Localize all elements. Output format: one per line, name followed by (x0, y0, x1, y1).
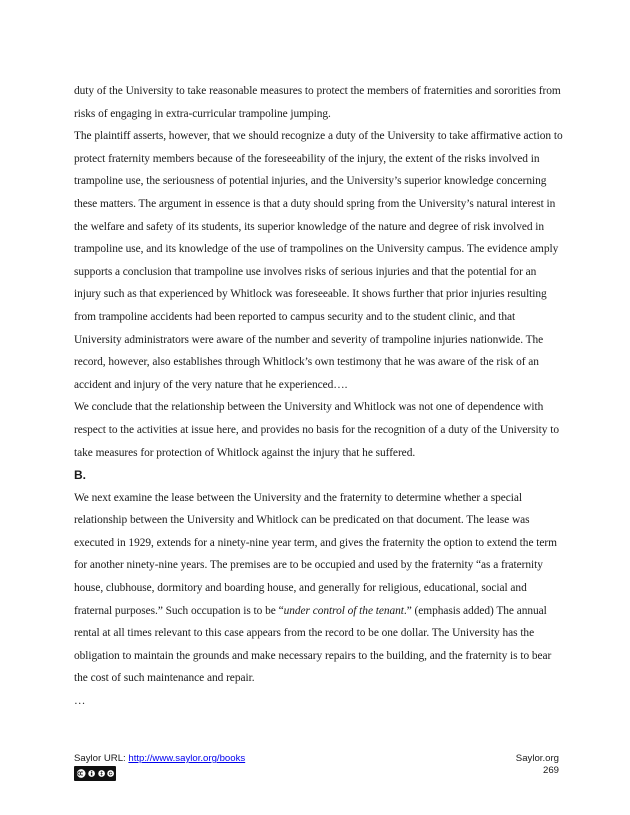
paragraph-1: duty of the University to take reasonable measures to protect the members of fraternities and sororities from risks of engaging in extra-curricular trampoline jumping. (74, 85, 561, 120)
creative-commons-by-nc-sa-icon (74, 766, 116, 781)
paragraph-4-text-start: We next examine the lease between the University and the fraternity to determine whether a special relationship between the University and Whitlock can be predicated on that document. The lease was executed in 1929, extends for a ninety-nine year term, and gives the fraternity the option to extend the term for another ninety-nine years. The premises are to be occupied and used by the fraternity “as a fraternity house, clubhouse, dormitory and boarding house, and generally for religious, educational, social and fraternal purposes.” Such occupation is to be “ (74, 491, 557, 617)
footer-site-name: Saylor.org (515, 753, 559, 764)
saylor-books-link[interactable]: http://www.saylor.org/books (128, 753, 246, 764)
ellipsis-paragraph: … (74, 695, 86, 708)
page-number: 269 (542, 765, 559, 776)
paragraph-4 (74, 487, 564, 690)
section-heading-b: B. (74, 468, 86, 483)
footer-site (516, 753, 559, 777)
paragraph-4-text-end: .” (emphasis added) The annual rental at all times relevant to this case appears from the record to be one dollar. The University has the obligation to maintain the grounds and make necessary repairs to the building, and the fraternity is to bear the cost of such maintenance and repair. (74, 604, 552, 685)
cc-by-icon (88, 769, 95, 778)
paragraph-2: The plaintiff asserts, however, that we should recognize a duty of the University to take affirmative action to protect fraternity members because of the foreseeability of the injury, the extent of the risks involved in trampoline use, the seriousness of potential injuries, and the University’s superior knowledge concerning these matters. The argument in essence is that a duty should spring from the University’s natural interest in the welfare and safety of its students, its superior knowledge of the nature and degree of risk involved in trampoline use, and its knowledge of the use of trampolines on the University campus. The evidence amply supports a conclusion that trampoline use involves risks of serious injuries and that the potential for an injury such as that experienced by Whitlock was foreseeable. It shows further that prior injuries resulting from trampoline accidents had been reported to campus security and to the student clinic, and that University administrators were aware of the number and severity of trampoline injuries nationwide. The record, however, also establishes through Whitlock’s own testimony that he was aware of the risk of an accident and injury of the very nature that he experienced…. (74, 130, 563, 391)
paragraph-3: We conclude that the relationship between the University and Whitlock was not one of dependence with respect to the activities at issue here, and provides no basis for the recognition of a duty of the University to take measures for protection of Whitlock against the injury that he suffered. (74, 401, 559, 459)
footer-url-label: Saylor URL: (74, 753, 129, 764)
cc-nc-icon (98, 769, 105, 778)
footer-source (74, 753, 245, 765)
cc-sa-icon (107, 769, 114, 778)
paragraph-4-emphasis: under control of the tenant (283, 604, 404, 617)
page-body (74, 80, 564, 713)
cc-circle-icon (76, 767, 86, 780)
